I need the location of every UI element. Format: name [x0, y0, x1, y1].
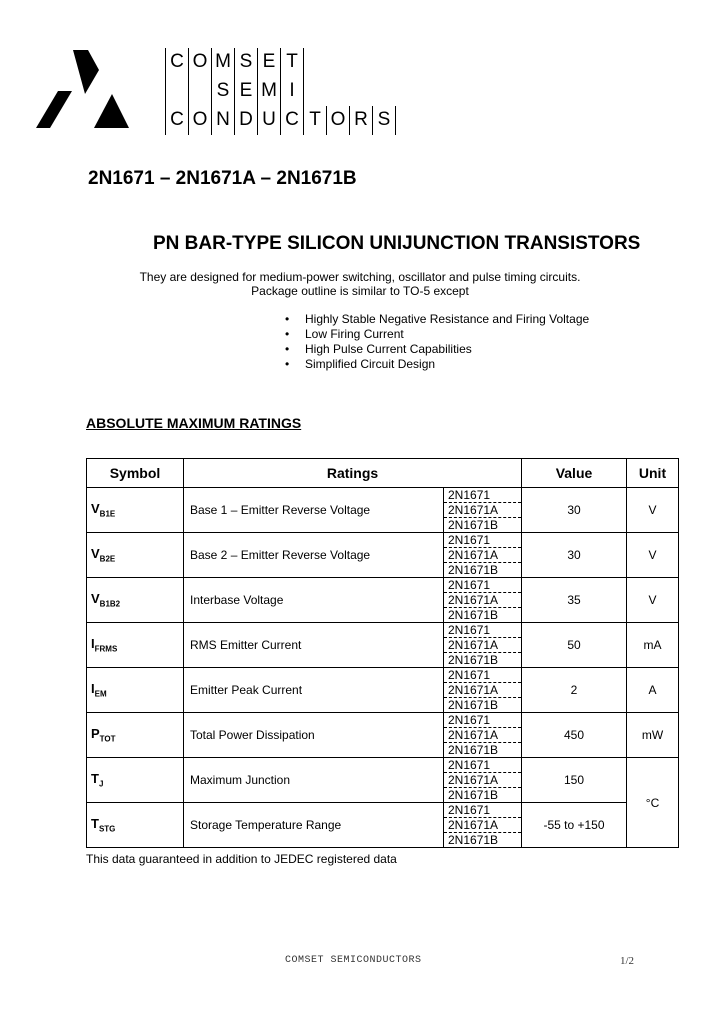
- value-cell: 150: [522, 758, 627, 803]
- logo-letter: S: [239, 51, 253, 72]
- feature-item: • Simplified Circuit Design: [285, 357, 589, 372]
- device-cell: [444, 668, 522, 713]
- logo-letter: I: [289, 80, 295, 101]
- device-name: 2N1671A: [444, 728, 521, 743]
- symbol-letter: V: [91, 501, 100, 517]
- rating-cell: Emitter Peak Current: [184, 668, 444, 713]
- device-name: 2N1671: [444, 803, 521, 818]
- device-cell: [444, 578, 522, 623]
- device-name: 2N1671A: [444, 548, 521, 563]
- logo-separator: [326, 106, 327, 135]
- table-row: [87, 578, 679, 623]
- value-cell: 2: [522, 668, 627, 713]
- symbol-subscript: TOT: [99, 734, 116, 744]
- unit-cell: V: [627, 488, 679, 533]
- logo-letter: U: [262, 109, 276, 130]
- symbol-cell: [87, 488, 184, 533]
- symbol-cell: [87, 578, 184, 623]
- ratings-table: [86, 458, 679, 848]
- device-name: 2N1671B: [448, 608, 499, 622]
- logo-separator: [211, 48, 212, 135]
- page-number: 1/2: [620, 955, 635, 967]
- symbol-letter: V: [91, 546, 100, 562]
- footer-company: COMSET SEMICONDUCTORS: [285, 955, 422, 966]
- device-cell: [444, 533, 522, 578]
- logo-separator: [234, 48, 235, 135]
- rating-cell: Storage Temperature Range: [184, 803, 444, 848]
- table-row: [87, 533, 679, 578]
- logo-letter: S: [216, 80, 230, 101]
- feature-item: • Low Firing Current: [285, 327, 589, 342]
- logo-separator: [303, 48, 304, 135]
- page-title: PN BAR-TYPE SILICON UNIJUNCTION TRANSISTORS: [153, 233, 641, 254]
- symbol-cell: [87, 668, 184, 713]
- description-line-1: They are designed for medium-power switching, oscillator and pulse timing circuits.: [139, 270, 581, 284]
- value-cell: -55 to +150: [522, 803, 627, 848]
- logo-separator: [395, 106, 396, 135]
- logo-letter: E: [262, 51, 276, 72]
- logo-letter: O: [192, 109, 208, 130]
- symbol-cell: [87, 713, 184, 758]
- unit-cell: A: [627, 668, 679, 713]
- symbol-subscript: FRMS: [94, 644, 118, 654]
- symbol-letter: T: [91, 771, 99, 787]
- device-name: 2N1671: [444, 488, 521, 503]
- value-cell: 35: [522, 578, 627, 623]
- table-row: [87, 623, 679, 668]
- device-name: 2N1671: [444, 623, 521, 638]
- feature-list: [285, 312, 589, 372]
- feature-item: • High Pulse Current Capabilities: [285, 342, 589, 357]
- header-ratings: Ratings: [184, 459, 522, 488]
- device-name: 2N1671B: [448, 833, 499, 847]
- rating-cell: Total Power Dissipation: [184, 713, 444, 758]
- rating-cell: RMS Emitter Current: [184, 623, 444, 668]
- device-name: 2N1671A: [444, 638, 521, 653]
- device-name: 2N1671B: [448, 698, 499, 712]
- logo-letter: O: [330, 109, 346, 130]
- logo-letter: T: [309, 109, 321, 130]
- header-unit: Unit: [627, 459, 679, 488]
- device-name: 2N1671A: [444, 773, 521, 788]
- table-row: [87, 488, 679, 533]
- logo-triangle-mark: [36, 44, 136, 134]
- device-cell: [444, 623, 522, 668]
- logo-letter: N: [216, 109, 230, 130]
- unit-cell: mA: [627, 623, 679, 668]
- symbol-cell: [87, 758, 184, 803]
- rating-cell: Base 1 – Emitter Reverse Voltage: [184, 488, 444, 533]
- footnote: This data guaranteed in addition to JEDEC registered data: [86, 852, 397, 866]
- symbol-subscript: B1E: [99, 509, 116, 519]
- value-cell: 30: [522, 533, 627, 578]
- rating-cell: Interbase Voltage: [184, 578, 444, 623]
- table-header-row: [87, 459, 679, 488]
- device-name: 2N1671B: [448, 563, 499, 577]
- logo-letter: T: [286, 51, 298, 72]
- symbol-subscript: J: [98, 779, 104, 789]
- device-name: 2N1671A: [444, 818, 521, 833]
- logo-separator: [257, 48, 258, 135]
- device-name: 2N1671B: [448, 788, 499, 802]
- symbol-letter: V: [91, 591, 100, 607]
- unit-cell: °C: [627, 758, 679, 848]
- logo-separator: [280, 48, 281, 135]
- device-name: 2N1671: [444, 713, 521, 728]
- table-row: [87, 713, 679, 758]
- device-cell: [444, 803, 522, 848]
- symbol-letter: I: [91, 636, 95, 652]
- unit-cell: mW: [627, 713, 679, 758]
- logo-letter: O: [192, 51, 208, 72]
- header-symbol: Symbol: [87, 459, 184, 488]
- device-name: 2N1671: [444, 578, 521, 593]
- table-row: [87, 668, 679, 713]
- logo-letter: M: [215, 51, 231, 72]
- symbol-letter: I: [91, 681, 95, 697]
- unit-cell: V: [627, 578, 679, 623]
- symbol-letter: P: [91, 726, 100, 742]
- table-row: [87, 803, 679, 848]
- symbol-cell: [87, 623, 184, 668]
- logo-letter: M: [261, 80, 277, 101]
- logo-separator: [188, 48, 189, 135]
- header-value: Value: [522, 459, 627, 488]
- device-name: 2N1671B: [448, 518, 499, 532]
- device-cell: [444, 758, 522, 803]
- value-cell: 30: [522, 488, 627, 533]
- logo-separator: [349, 106, 350, 135]
- symbol-subscript: B2E: [99, 554, 116, 564]
- symbol-subscript: STG: [98, 824, 116, 834]
- device-name: 2N1671A: [444, 593, 521, 608]
- device-name: 2N1671B: [448, 743, 499, 757]
- unit-cell: V: [627, 533, 679, 578]
- part-numbers: 2N1671 – 2N1671A – 2N1671B: [88, 168, 357, 189]
- logo-separator: [165, 48, 166, 135]
- logo-letter: C: [170, 109, 184, 130]
- section-title: ABSOLUTE MAXIMUM RATINGS: [86, 415, 302, 431]
- device-name: 2N1671: [444, 533, 521, 548]
- device-cell: [444, 488, 522, 533]
- symbol-subscript: B1B2: [99, 599, 121, 609]
- logo-letter: S: [377, 109, 391, 130]
- logo-letter: R: [354, 109, 368, 130]
- logo-letter: C: [170, 51, 184, 72]
- rating-cell: Maximum Junction: [184, 758, 444, 803]
- device-name: 2N1671A: [444, 503, 521, 518]
- device-name: 2N1671: [444, 758, 521, 773]
- logo-letter: D: [239, 109, 253, 130]
- symbol-letter: T: [91, 816, 99, 832]
- logo-separator: [372, 106, 373, 135]
- symbol-subscript: EM: [94, 689, 107, 699]
- logo-letter: C: [285, 109, 299, 130]
- device-name: 2N1671B: [448, 653, 499, 667]
- device-name: 2N1671A: [444, 683, 521, 698]
- value-cell: 450: [522, 713, 627, 758]
- feature-item: • Highly Stable Negative Resistance and Firing Voltage: [285, 312, 589, 327]
- description-line-2: Package outline is similar to TO-5 except: [251, 284, 469, 298]
- symbol-cell: [87, 803, 184, 848]
- rating-cell: Base 2 – Emitter Reverse Voltage: [184, 533, 444, 578]
- symbol-cell: [87, 533, 184, 578]
- device-cell: [444, 713, 522, 758]
- logo-letter: E: [239, 80, 253, 101]
- table-row: [87, 758, 679, 803]
- value-cell: 50: [522, 623, 627, 668]
- device-name: 2N1671: [444, 668, 521, 683]
- company-logo: [36, 44, 391, 134]
